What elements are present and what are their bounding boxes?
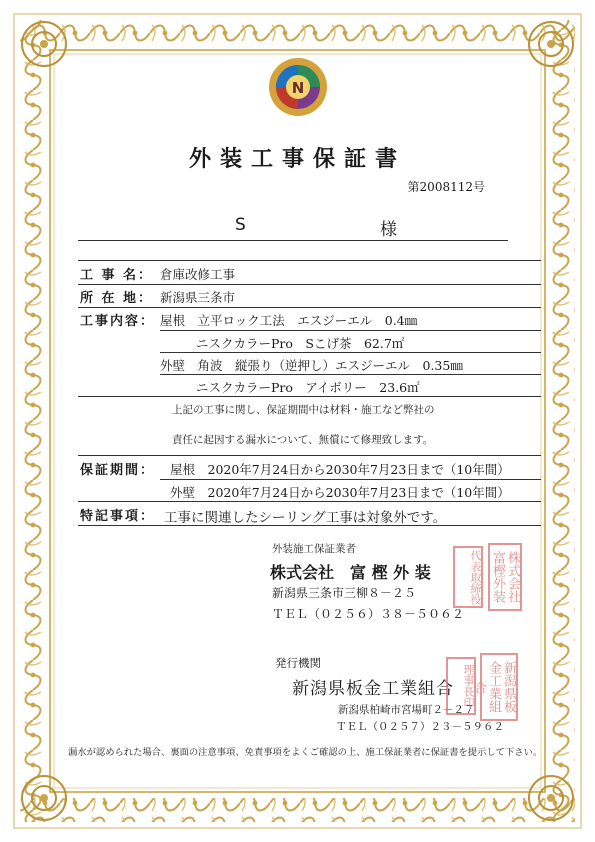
notes-label: 特記事項： [80, 509, 156, 524]
contractor-tel: ＴＥＬ（０２５６）３８－５０６２ [272, 607, 465, 621]
period-line: 屋根 2020年7月24日から2030年7月23日まで（10年間） [170, 462, 510, 477]
issuer-small-seal [446, 657, 476, 715]
issuer-name: 新潟県板金工業組合 [292, 679, 454, 699]
row-divider [78, 455, 541, 456]
certificate-number: 第2008112号 [407, 180, 485, 194]
notes: 工事に関連したシーリング工事は対象外です。 [164, 510, 447, 526]
contractor-address: 新潟県三条市三柳８－２５ [272, 586, 417, 600]
issuer-seal-text: 新潟県板金工業組合 [471, 661, 516, 713]
row-divider [78, 396, 541, 397]
contractor-seal [488, 543, 522, 611]
row-divider [160, 330, 541, 331]
construction-name-label: 工 事 名： [80, 268, 154, 283]
issuer-role: 発行機関 [275, 656, 321, 670]
footer-note: 漏水が認められた場合、裏面の注意事項、免責事項をよくご確認の上、施工保証業者に保証書を提示して下さい。 [68, 747, 543, 758]
row-divider [78, 284, 541, 285]
issuer-tel: ＴＥＬ（０２５７）２３－５９６２ [336, 721, 504, 733]
association-emblem-icon [268, 57, 328, 117]
table-bottom-line [78, 525, 541, 526]
contractor-small-seal [453, 546, 483, 608]
content-line: 外壁 角波 縦張り（逆押し）エスジーエル 0.35㎜ [160, 358, 463, 373]
row-divider [160, 352, 541, 353]
issuer-seal [471, 653, 518, 721]
period-line: 外壁 2020年7月24日から2030年7月23日まで（10年間） [170, 485, 510, 500]
row-divider [160, 374, 541, 375]
recipient-name: S [235, 215, 246, 235]
svg-text:N: N [291, 79, 305, 97]
content-line: 屋根 立平ロック工法 エスジーエル 0.4㎜ [160, 313, 418, 328]
recipient-honorific: 様 [380, 220, 397, 240]
content-line: ニスクカラーPro アイボリー 23.6㎡ [196, 380, 420, 395]
table-top-line [78, 260, 541, 261]
contractor-company: 株式会社 富 樫 外 装 [270, 563, 431, 582]
content-line: ニスクカラーPro Sこげ茶 62.7㎡ [196, 336, 405, 351]
row-divider [160, 479, 541, 480]
statement-line: 上記の工事に関し、保証期間中は材料・施工など弊社の [172, 404, 435, 416]
construction-name: 倉庫改修工事 [160, 267, 236, 282]
contractor-seal-text: 株式会社富樫外装 [490, 551, 520, 603]
issuer-small-seal-text: 理事長印 [462, 664, 475, 708]
period-label: 保証期間： [80, 463, 156, 478]
contractor-role: 外装施工保証業者 [272, 543, 356, 555]
row-divider [78, 307, 541, 308]
location-label: 所 在 地： [80, 291, 154, 306]
location: 新潟県三条市 [160, 290, 236, 305]
contractor-small-seal-text: 代表取締役 [469, 549, 482, 605]
statement-line: 責任に起因する漏水について、無償にて修理致します。 [172, 434, 434, 446]
content-label: 工事内容： [80, 314, 156, 329]
certificate-title: 外装工事保証書 [188, 146, 406, 172]
row-divider [78, 501, 541, 502]
recipient-underline [78, 240, 508, 241]
issuer-address: 新潟県柏崎市宮場町２－２７ [338, 704, 475, 716]
